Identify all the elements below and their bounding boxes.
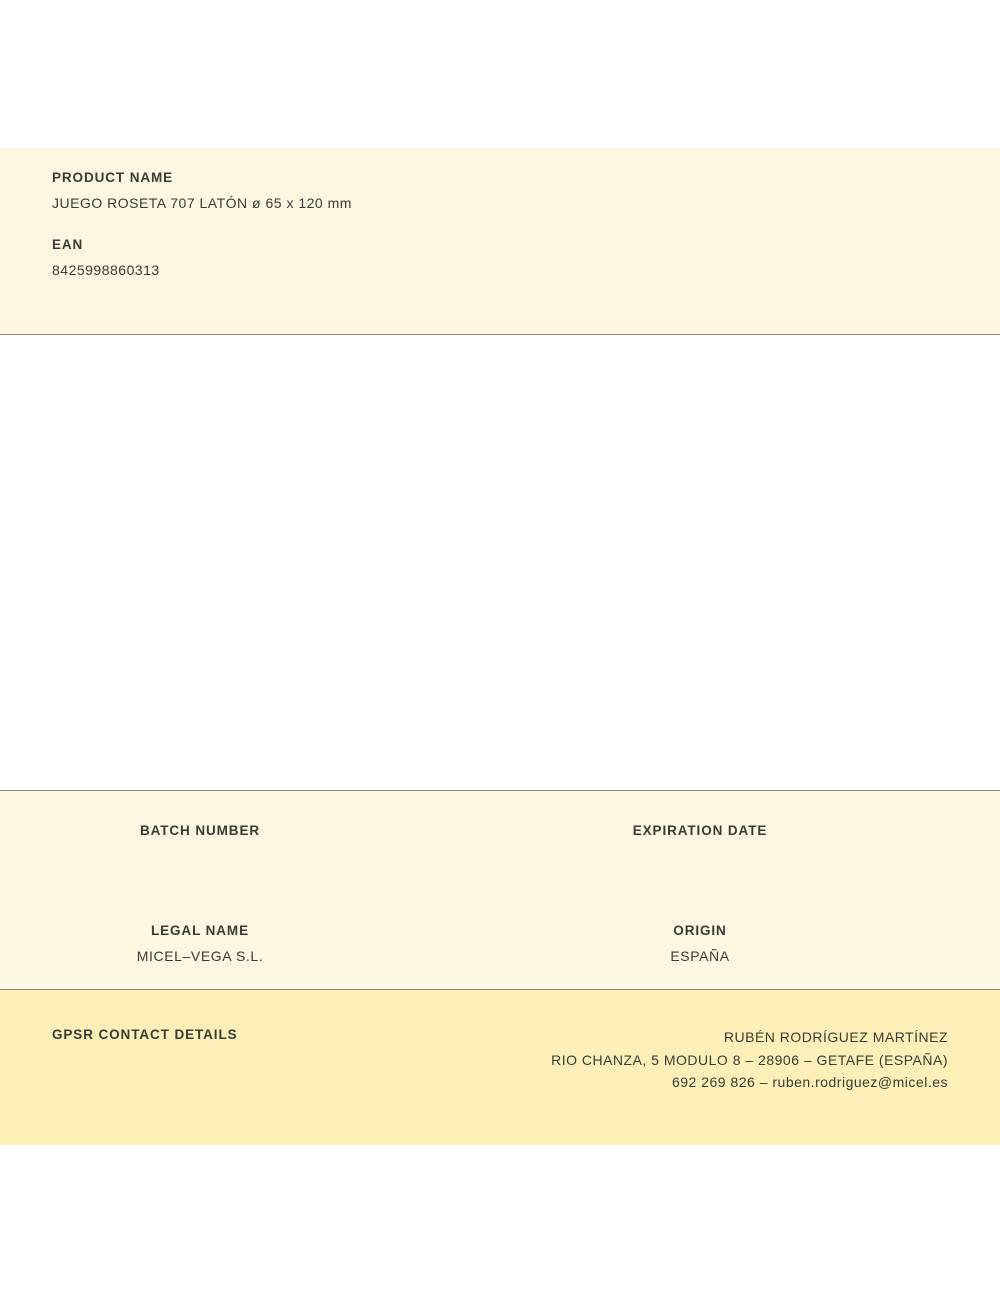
product-name-label: PRODUCT NAME [52, 170, 174, 185]
expiration-date-label: EXPIRATION DATE [632, 823, 768, 838]
ean-block [52, 237, 948, 278]
gpsr-contact-address: RIO CHANZA, 5 MODULO 8 – 28906 – GETAFE (ESPAÑA) [551, 1051, 948, 1068]
product-meta-panel [0, 790, 1000, 990]
expiration-date-block [500, 823, 1000, 865]
gpsr-contact-details [551, 1026, 948, 1094]
gpsr-contact-name: RUBÉN RODRÍGUEZ MARTÍNEZ [723, 1029, 948, 1045]
legal-name-block [0, 923, 500, 965]
gpsr-contact-phone-email: 692 269 826 – ruben.rodriguez@micel.es [671, 1074, 948, 1091]
batch-number-value [0, 848, 400, 865]
product-info-panel [0, 148, 1000, 335]
blank-content-area [0, 335, 1000, 790]
batch-number-label: BATCH NUMBER [139, 823, 261, 838]
meta-row-legal-origin [0, 865, 1000, 965]
gpsr-contact-panel [0, 990, 1000, 1145]
gpsr-contact-label: GPSR CONTACT DETAILS [52, 1027, 238, 1042]
page-footer-margin [0, 1145, 1000, 1300]
origin-label: ORIGIN [673, 923, 727, 938]
origin-value: ESPAÑA [670, 948, 730, 964]
ean-value: 8425998860313 [52, 262, 160, 278]
legal-name-value: MICEL–VEGA S.L. [136, 948, 264, 964]
batch-number-block [0, 823, 500, 865]
expiration-date-value [500, 848, 900, 865]
product-name-value: JUEGO ROSETA 707 LATÓN ø 65 x 120 mm [52, 195, 352, 211]
origin-block [500, 923, 1000, 965]
product-name-block [52, 170, 948, 211]
meta-row-batch-expiration [0, 791, 1000, 865]
ean-label: EAN [52, 237, 84, 252]
legal-name-label: LEGAL NAME [150, 923, 249, 938]
